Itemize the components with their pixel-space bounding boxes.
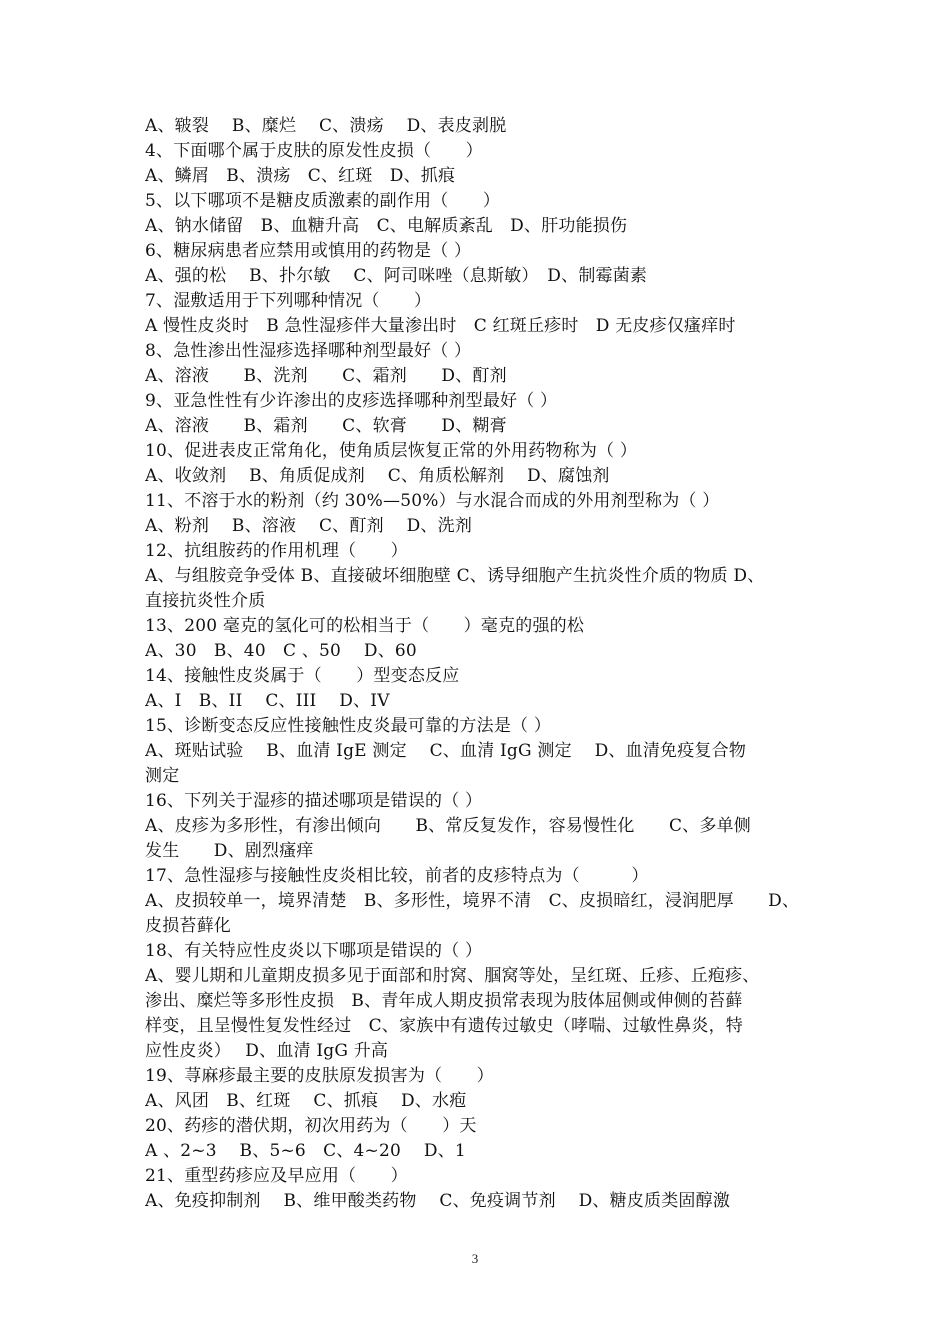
text-line: A、鳞屑 B、溃疡 C、红斑 D、抓痕 [145,166,456,186]
text-line: A、钠水储留 B、血糖升高 C、电解质紊乱 D、肝功能损伤 [145,216,628,236]
text-line: 渗出、糜烂等多形性皮损 B、青年成人期皮损常表现为肢体屈侧或伸侧的苔藓 [145,991,743,1011]
text-line: 应性皮炎） D、血清 IgG 升高 [145,1041,389,1061]
text-line: 7、湿敷适用于下列哪种情况（ ） [145,291,432,311]
text-line: 17、急性湿疹与接触性皮炎相比较，前者的皮疹特点为（ ） [145,866,649,886]
text-line: A、皲裂 B、糜烂 C、溃疡 D、表皮剥脱 [145,116,507,136]
text-line: 11、不溶于水的粉剂（约 30%—50%）与水混合而成的外用剂型称为（ ） [145,491,720,511]
text-line: A、婴儿期和儿童期皮损多见于面部和肘窝、腘窝等处，呈红斑、丘疹、丘疱疹、 [145,966,760,986]
text-line: 19、荨麻疹最主要的皮肤原发损害为（ ） [145,1066,494,1086]
text-line: 21、重型药疹应及早应用（ ） [145,1166,408,1186]
text-line: A 、2~3 B、5~6 C、4~20 D、1 [145,1141,466,1161]
text-line: 18、有关特应性皮炎以下哪项是错误的（ ） [145,941,483,961]
text-line: A、粉剂 B、溶液 C、酊剂 D、洗剂 [145,516,473,536]
text-line: 12、抗组胺药的作用机理（ ） [145,541,408,561]
text-line: A、收敛剂 B、角质促成剂 C、角质松解剂 D、腐蚀剂 [145,466,610,486]
text-line: 16、下列关于湿疹的描述哪项是错误的（ ） [145,791,483,811]
text-line: 8、急性渗出性湿疹选择哪种剂型最好（ ） [145,341,472,361]
text-line: A、皮疹为多形性，有渗出倾向 B、常反复发作，容易慢性化 C、多单侧 [145,816,751,836]
text-line: A、I B、II C、III D、IV [145,691,390,711]
text-line: A、强的松 B、扑尔敏 C、阿司咪唑（息斯敏） D、制霉菌素 [145,266,648,286]
text-line: A、30 B、40 C 、50 D、60 [145,641,417,661]
text-line: A 慢性皮炎时 B 急性湿疹伴大量渗出时 C 红斑丘疹时 D 无皮疹仅瘙痒时 [145,316,736,336]
page-number: 3 [471,1251,479,1266]
text-line: A、风团 B、红斑 C、抓痕 D、水疱 [145,1091,467,1111]
text-line: 直接抗炎性介质 [145,591,266,611]
text-line: A、溶液 B、洗剂 C、霜剂 D、酊剂 [145,366,507,386]
text-line: 样变，且呈慢性复发性经过 C、家族中有遗传过敏史（哮喘、过敏性鼻炎，特 [145,1016,744,1036]
text-line: 测定 [145,766,180,786]
text-line: 20、药疹的潜伏期，初次用药为（ ）天 [145,1116,477,1136]
text-line: 4、下面哪个属于皮肤的原发性皮损（ ） [145,141,483,161]
text-line: A、皮损较单一，境界清楚 B、多形性，境界不清 C、皮损暗红，浸润肥厚 D、 [145,891,800,911]
text-line: 13、200 毫克的氢化可的松相当于（ ）毫克的强的松 [145,616,585,636]
text-line: 14、接触性皮炎属于（ ）型变态反应 [145,666,460,686]
text-line: A、溶液 B、霜剂 C、软膏 D、糊膏 [145,416,507,436]
text-line: 皮损苔藓化 [145,916,231,936]
text-line: A、斑贴试验 B、血清 IgE 测定 C、血清 IgG 测定 D、血清免疫复合物 [145,741,747,761]
text-line: 5、以下哪项不是糖皮质激素的副作用（ ） [145,191,501,211]
text-line: A、与组胺竞争受体 B、直接破坏细胞壁 C、诱导细胞产生抗炎性介质的物质 D、 [145,566,765,586]
text-line: A、免疫抑制剂 B、维甲酸类药物 C、免疫调节剂 D、糖皮质类固醇激 [145,1191,731,1211]
text-line: 6、糖尿病患者应禁用或慎用的药物是（ ） [145,241,472,261]
text-line: 15、诊断变态反应性接触性皮炎最可靠的方法是（ ） [145,716,552,736]
question-text-block [145,114,813,1214]
text-line: 发生 D、剧烈瘙痒 [145,841,314,861]
text-line: 9、亚急性性有少许渗出的皮疹选择哪种剂型最好（ ） [145,391,558,411]
text-line: 10、促进表皮正常角化，使角质层恢复正常的外用药物称为（ ） [145,441,638,461]
